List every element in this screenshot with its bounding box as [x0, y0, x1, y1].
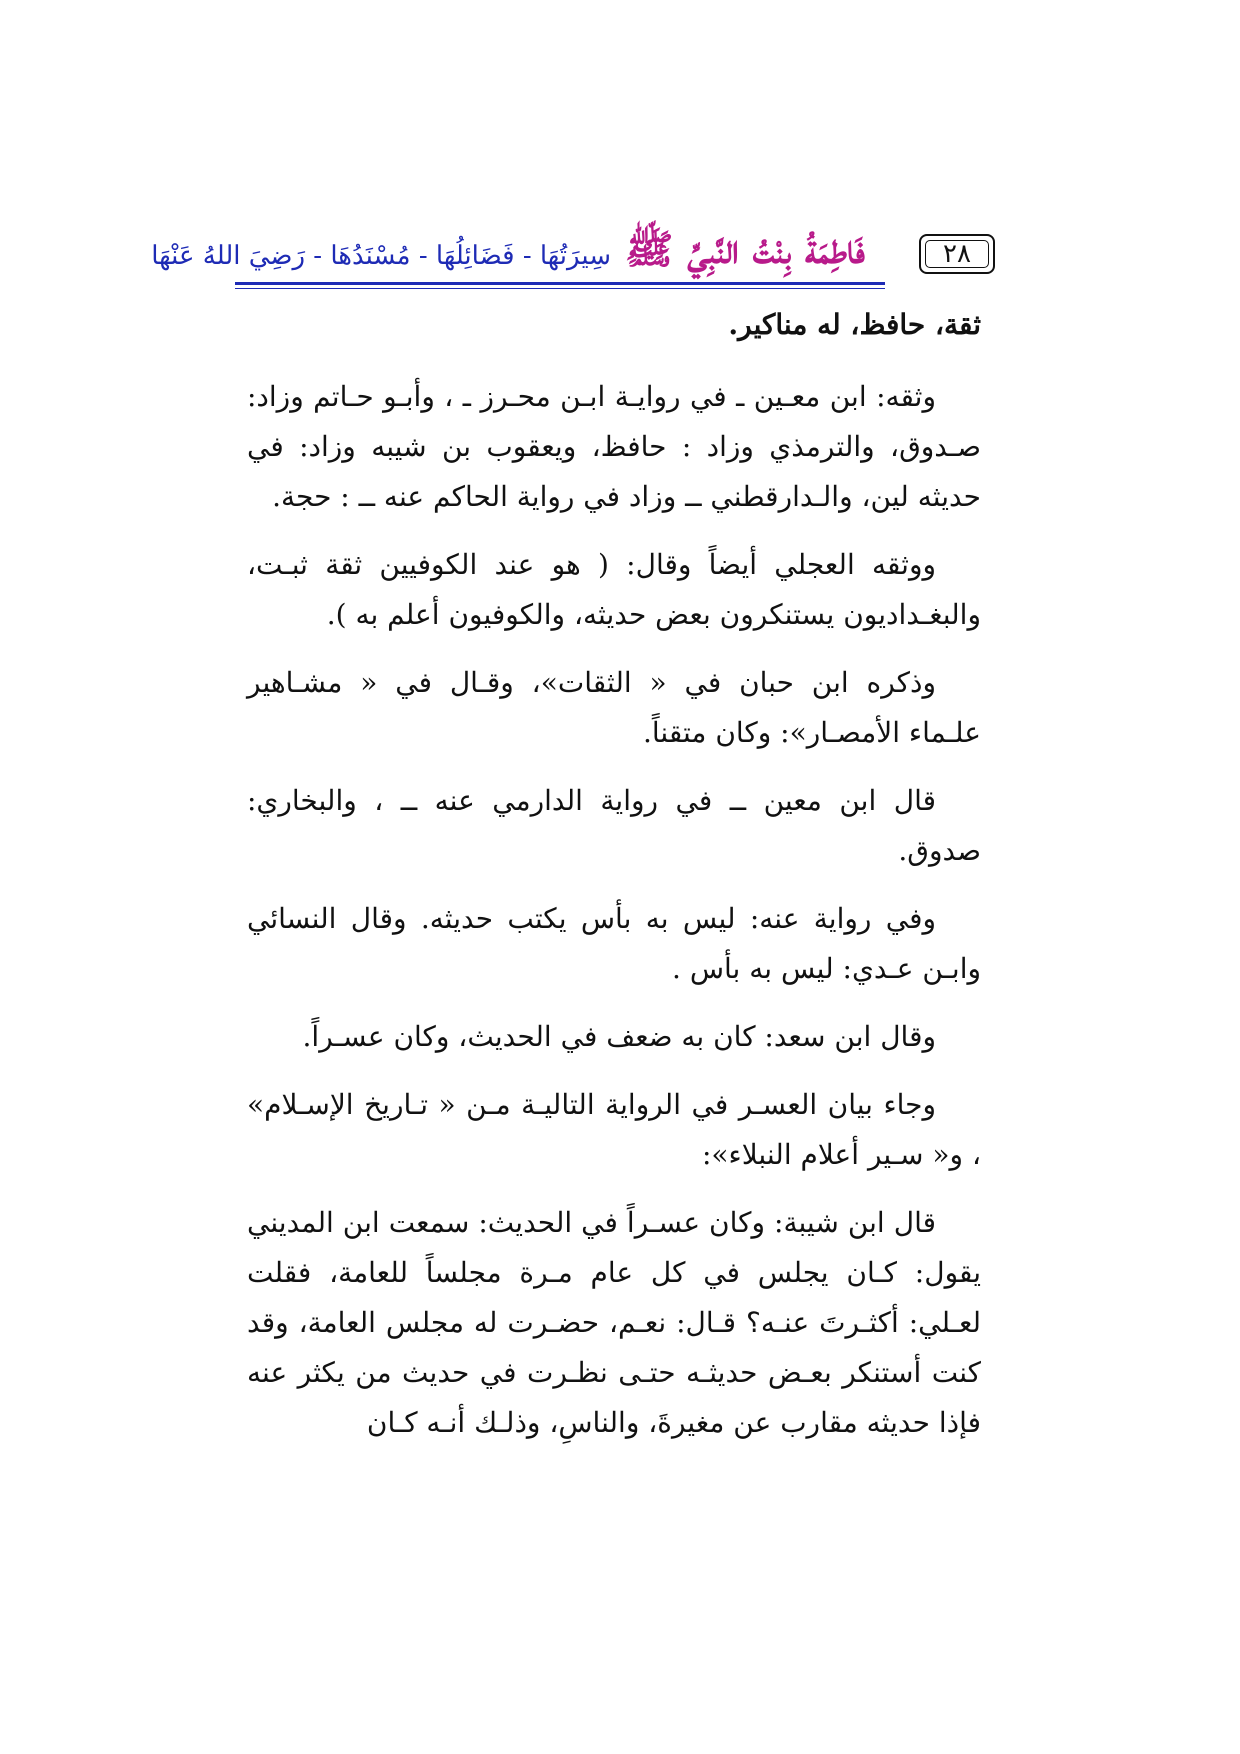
paragraph: وذكره ابن حبان في « الثقات»، وقـال في « مشـاهير علـماء الأمصـار»: وكان متقناً. — [247, 666, 981, 749]
header-divider-thin — [235, 288, 885, 289]
paragraph: وفي رواية عنه: ليس به بأس يكتب حديثه. وقال النسائي وابـن عـدي: ليس به بأس . — [247, 902, 981, 985]
paragraph: قال ابن شيبة: وكان عسـراً في الحديث: سمعت ابن المديني يقول: كـان يجلس في كل عام مـرة مجلساً للعامة، فقلت لعـلي: أكثـرتَ عنـه؟ قـال: نعـم، حضـرت له مجلس العامة، وقد كنت أستنكر بعـض حديثـه حتـى نظـرت في حديث من يكثر عنه فإذا حديثه مقارب عن مغيرةَ، والناسِ، وذلـك أنـه كـان — [247, 1206, 981, 1439]
running-title — [151, 222, 865, 276]
header-divider — [235, 282, 885, 285]
page-body — [247, 300, 981, 1466]
page-header — [151, 222, 995, 286]
book-subtitle: سِيرَتُهَا - فَضَائِلُهَا - مُسْنَدُهَا - رَضِيَ اللهُ عَنْهَا — [151, 241, 611, 271]
page-number: ٢٨ — [919, 234, 995, 274]
paragraph: وجاء بيان العسـر في الرواية التاليـة مـن « تـاريخ الإسـلام» ، و« سـير أعلام النبلاء»: — [247, 1088, 981, 1171]
paragraph: وثقه: ابن معـين ـ في روايـة ابـن محـرز ـ ، وأبـو حـاتم وزاد: صـدوق، والترمذي وزاد : حافظ، ويعقوب بن شيبه وزاد: في حديثه لين، والـدارقطني ــ وزاد في رواية الحاكم عنه ــ : حجة. — [247, 380, 981, 513]
book-title: فَاطِمَةُ بِنْتُ النَّبِيِّ ﷺ — [625, 226, 865, 273]
paragraph: ووثقه العجلي أيضاً وقال: ( هو عند الكوفيين ثقة ثبـت، والبغـداديون يستنكرون بعض حديثه، والكوفيون أعلم به ). — [247, 548, 981, 631]
paragraph: ثقة، حافظ، له مناكير. — [728, 308, 981, 341]
paragraph: قال ابن معين ــ في رواية الدارمي عنه ــ ، والبخاري: صدوق. — [247, 784, 981, 867]
paragraph: وقال ابن سعد: كان به ضعف في الحديث، وكان عسـراً. — [302, 1020, 936, 1053]
